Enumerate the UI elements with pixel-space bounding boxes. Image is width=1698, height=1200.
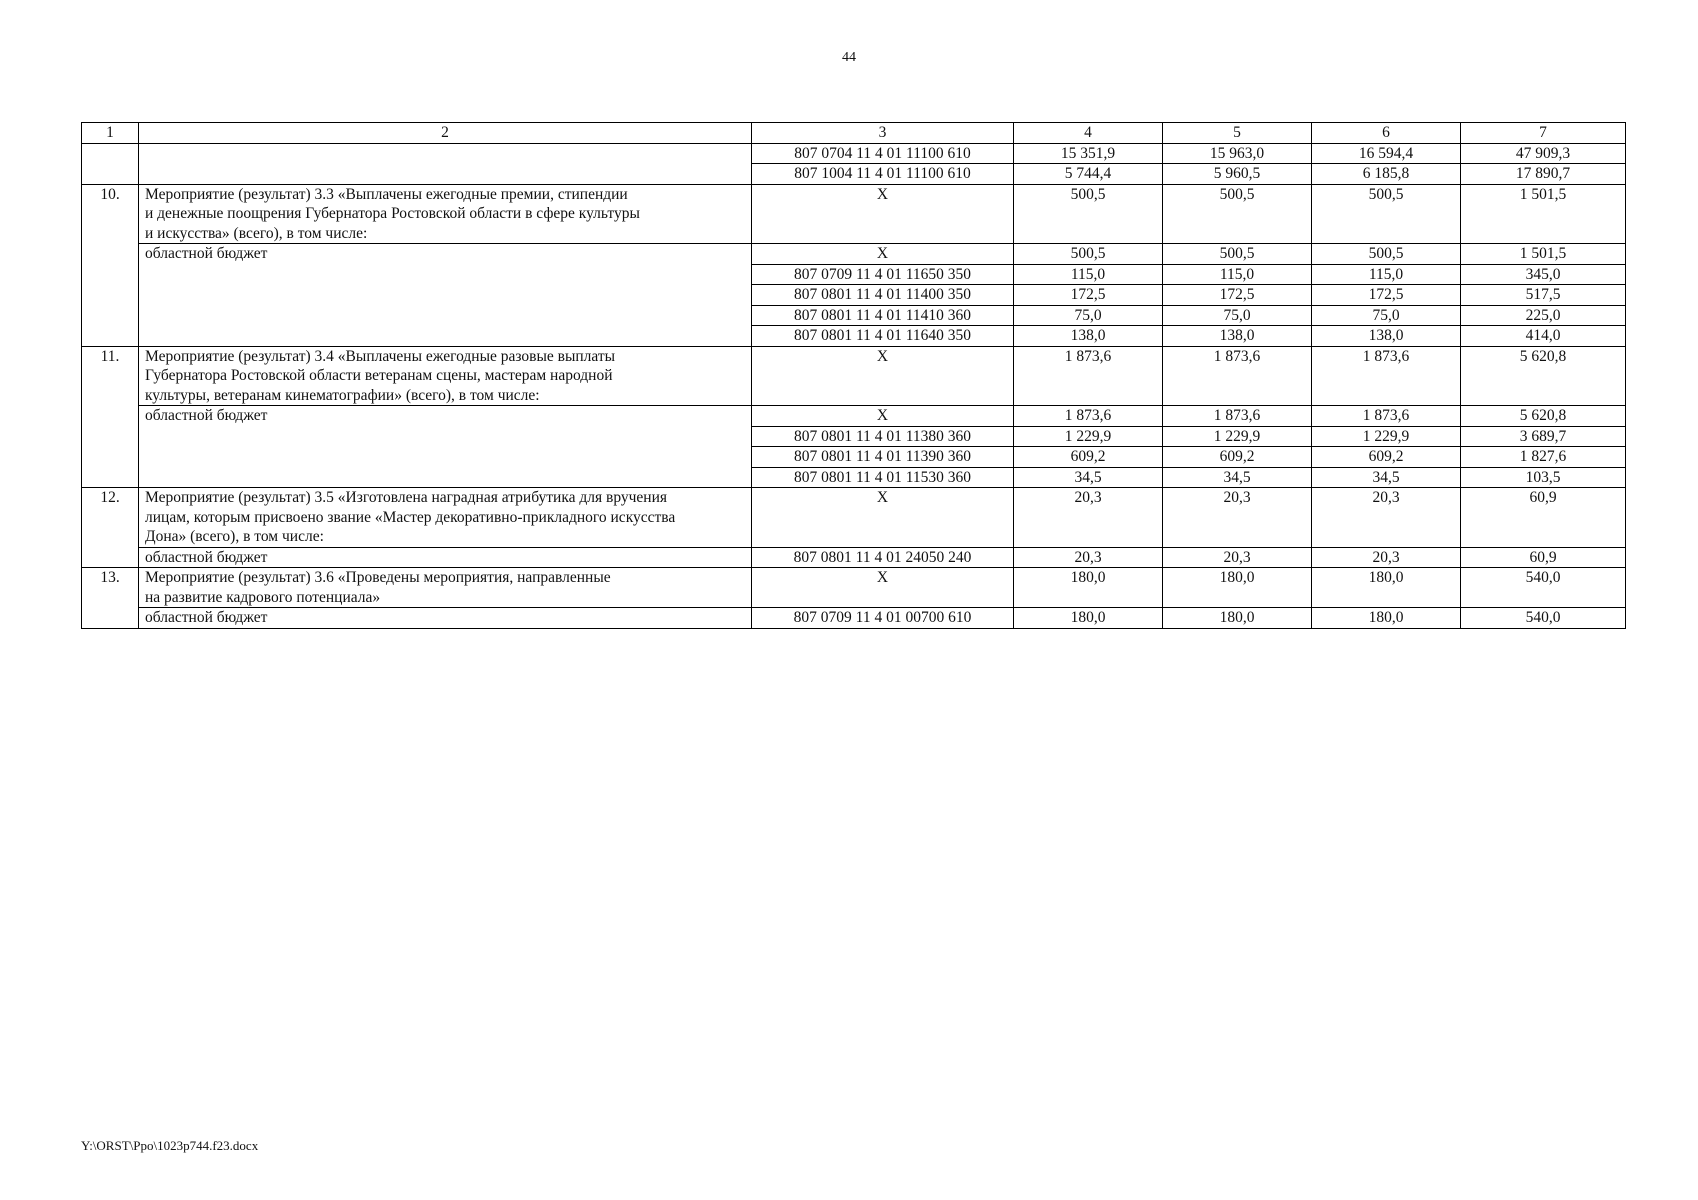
value-cell: 138,0 bbox=[1312, 326, 1461, 347]
value-cell: 5 960,5 bbox=[1163, 164, 1312, 185]
value-cell: 180,0 bbox=[1163, 608, 1312, 629]
value-cell: 345,0 bbox=[1461, 264, 1626, 285]
description-line: Мероприятие (результат) 3.6 «Проведены мероприятия, направленные bbox=[145, 569, 611, 586]
table-row bbox=[82, 244, 1626, 265]
value-cell: 16 594,4 bbox=[1312, 143, 1461, 164]
value-cell: 34,5 bbox=[1312, 467, 1461, 488]
description-line: на развитие кадрового потенциала» bbox=[145, 588, 381, 606]
budget-table bbox=[81, 122, 1626, 629]
description-line: Дона» (всего), в том числе: bbox=[145, 528, 324, 545]
budget-code: 807 0801 11 4 01 11410 360 bbox=[752, 305, 1014, 326]
value-cell: 6 185,8 bbox=[1312, 164, 1461, 185]
value-cell: 103,5 bbox=[1461, 467, 1626, 488]
value-cell: 1 873,6 bbox=[1014, 346, 1163, 406]
value-cell: 34,5 bbox=[1163, 467, 1312, 488]
table-row bbox=[82, 608, 1626, 629]
row-number: 12. bbox=[82, 488, 139, 568]
header-cell: 3 bbox=[752, 123, 1014, 144]
value-cell: 180,0 bbox=[1312, 608, 1461, 629]
value-cell: 172,5 bbox=[1014, 285, 1163, 306]
description-line: Мероприятие (результат) 3.3 «Выплачены ежегодные премии, стипендии bbox=[145, 185, 628, 203]
value-cell: 47 909,3 bbox=[1461, 143, 1626, 164]
budget-label: областной бюджет bbox=[139, 608, 752, 629]
value-cell: 5 744,4 bbox=[1014, 164, 1163, 185]
value-cell: 1 873,6 bbox=[1163, 346, 1312, 406]
row-number: 13. bbox=[82, 568, 139, 629]
row-number-cell bbox=[82, 143, 139, 184]
value-cell: 75,0 bbox=[1014, 305, 1163, 326]
value-cell: 1 873,6 bbox=[1014, 406, 1163, 427]
value-cell: 225,0 bbox=[1461, 305, 1626, 326]
header-cell: 7 bbox=[1461, 123, 1626, 144]
value-cell: 517,5 bbox=[1461, 285, 1626, 306]
budget-code: Х bbox=[752, 488, 1014, 548]
value-cell: 172,5 bbox=[1163, 285, 1312, 306]
budget-code: Х bbox=[752, 346, 1014, 406]
table-row bbox=[82, 547, 1626, 568]
value-cell: 20,3 bbox=[1014, 547, 1163, 568]
value-cell: 17 890,7 bbox=[1461, 164, 1626, 185]
row-number: 11. bbox=[82, 346, 139, 488]
value-cell: 180,0 bbox=[1163, 568, 1312, 608]
header-cell: 6 bbox=[1312, 123, 1461, 144]
budget-code: 807 0801 11 4 01 11400 350 bbox=[752, 285, 1014, 306]
budget-code: 807 0801 11 4 01 11380 360 bbox=[752, 426, 1014, 447]
header-cell: 4 bbox=[1014, 123, 1163, 144]
measure-description bbox=[139, 346, 752, 406]
value-cell: 115,0 bbox=[1014, 264, 1163, 285]
value-cell: 20,3 bbox=[1163, 547, 1312, 568]
value-cell: 60,9 bbox=[1461, 547, 1626, 568]
value-cell: 5 620,8 bbox=[1461, 346, 1626, 406]
measure-description bbox=[139, 184, 752, 244]
budget-code: 807 0801 11 4 01 11640 350 bbox=[752, 326, 1014, 347]
budget-code: 807 0704 11 4 01 11100 610 bbox=[752, 143, 1014, 164]
value-cell: 3 689,7 bbox=[1461, 426, 1626, 447]
value-cell: 1 229,9 bbox=[1014, 426, 1163, 447]
budget-code: Х bbox=[752, 568, 1014, 608]
value-cell: 20,3 bbox=[1163, 488, 1312, 548]
table-row bbox=[82, 346, 1626, 406]
value-cell: 75,0 bbox=[1163, 305, 1312, 326]
value-cell: 5 620,8 bbox=[1461, 406, 1626, 427]
header-cell: 5 bbox=[1163, 123, 1312, 144]
value-cell: 540,0 bbox=[1461, 608, 1626, 629]
value-cell: 1 229,9 bbox=[1312, 426, 1461, 447]
measure-description bbox=[139, 488, 752, 548]
value-cell: 500,5 bbox=[1312, 184, 1461, 244]
description-cell bbox=[139, 143, 752, 184]
value-cell: 115,0 bbox=[1312, 264, 1461, 285]
value-cell: 20,3 bbox=[1312, 488, 1461, 548]
value-cell: 500,5 bbox=[1014, 184, 1163, 244]
page-number: 44 bbox=[842, 50, 856, 65]
value-cell: 60,9 bbox=[1461, 488, 1626, 548]
value-cell: 609,2 bbox=[1163, 447, 1312, 468]
budget-code: 807 0709 11 4 01 00700 610 bbox=[752, 608, 1014, 629]
value-cell: 500,5 bbox=[1163, 184, 1312, 244]
value-cell: 180,0 bbox=[1312, 568, 1461, 608]
budget-label: областной бюджет bbox=[139, 547, 752, 568]
value-cell: 34,5 bbox=[1014, 467, 1163, 488]
table-row bbox=[82, 184, 1626, 244]
table-row bbox=[82, 568, 1626, 608]
table-row bbox=[82, 488, 1626, 548]
budget-code: 807 0801 11 4 01 11390 360 bbox=[752, 447, 1014, 468]
value-cell: 172,5 bbox=[1312, 285, 1461, 306]
value-cell: 1 873,6 bbox=[1163, 406, 1312, 427]
value-cell: 20,3 bbox=[1014, 488, 1163, 548]
value-cell: 1 873,6 bbox=[1312, 346, 1461, 406]
measure-description bbox=[139, 568, 752, 608]
value-cell: 180,0 bbox=[1014, 568, 1163, 608]
value-cell: 1 827,6 bbox=[1461, 447, 1626, 468]
value-cell: 500,5 bbox=[1014, 244, 1163, 265]
value-cell: 1 873,6 bbox=[1312, 406, 1461, 427]
value-cell: 1 501,5 bbox=[1461, 184, 1626, 244]
value-cell: 15 351,9 bbox=[1014, 143, 1163, 164]
value-cell: 15 963,0 bbox=[1163, 143, 1312, 164]
value-cell: 609,2 bbox=[1014, 447, 1163, 468]
budget-code: Х bbox=[752, 184, 1014, 244]
budget-code: 807 0709 11 4 01 11650 350 bbox=[752, 264, 1014, 285]
value-cell: 138,0 bbox=[1163, 326, 1312, 347]
value-cell: 1 229,9 bbox=[1163, 426, 1312, 447]
table-row bbox=[82, 143, 1626, 164]
value-cell: 115,0 bbox=[1163, 264, 1312, 285]
description-line: Губернатора Ростовской области ветеранам сцены, мастерам народной bbox=[145, 367, 613, 384]
footer-file-path: Y:\ORST\Ppo\1023p744.f23.docx bbox=[81, 1138, 259, 1153]
description-line: Мероприятие (результат) 3.5 «Изготовлена наградная атрибутика для вручения bbox=[145, 489, 668, 506]
description-line: и искусства» (всего), в том числе: bbox=[145, 224, 368, 242]
value-cell: 414,0 bbox=[1461, 326, 1626, 347]
value-cell: 1 501,5 bbox=[1461, 244, 1626, 265]
value-cell: 609,2 bbox=[1312, 447, 1461, 468]
value-cell: 75,0 bbox=[1312, 305, 1461, 326]
value-cell: 138,0 bbox=[1014, 326, 1163, 347]
budget-code: 807 0801 11 4 01 11530 360 bbox=[752, 467, 1014, 488]
budget-code: Х bbox=[752, 406, 1014, 427]
budget-code: 807 1004 11 4 01 11100 610 bbox=[752, 164, 1014, 185]
value-cell: 180,0 bbox=[1014, 608, 1163, 629]
description-line: культуры, ветеранам кинематографии» (всего), в том числе: bbox=[145, 386, 540, 404]
budget-code: 807 0801 11 4 01 24050 240 bbox=[752, 547, 1014, 568]
description-line: Мероприятие (результат) 3.4 «Выплачены ежегодные разовые выплаты bbox=[145, 347, 616, 365]
value-cell: 20,3 bbox=[1312, 547, 1461, 568]
description-line: и денежные поощрения Губернатора Ростовской области в сфере культуры bbox=[145, 205, 640, 222]
value-cell: 500,5 bbox=[1163, 244, 1312, 265]
header-row bbox=[82, 123, 1626, 144]
row-number: 10. bbox=[82, 184, 139, 346]
header-cell: 2 bbox=[139, 123, 752, 144]
table-row bbox=[82, 406, 1626, 427]
value-cell: 500,5 bbox=[1312, 244, 1461, 265]
value-cell: 540,0 bbox=[1461, 568, 1626, 608]
budget-label: областной бюджет bbox=[139, 244, 752, 347]
header-cell: 1 bbox=[82, 123, 139, 144]
budget-code: Х bbox=[752, 244, 1014, 265]
description-line: лицам, которым присвоено звание «Мастер декоративно-прикладного искусства bbox=[145, 508, 676, 526]
budget-label: областной бюджет bbox=[139, 406, 752, 488]
